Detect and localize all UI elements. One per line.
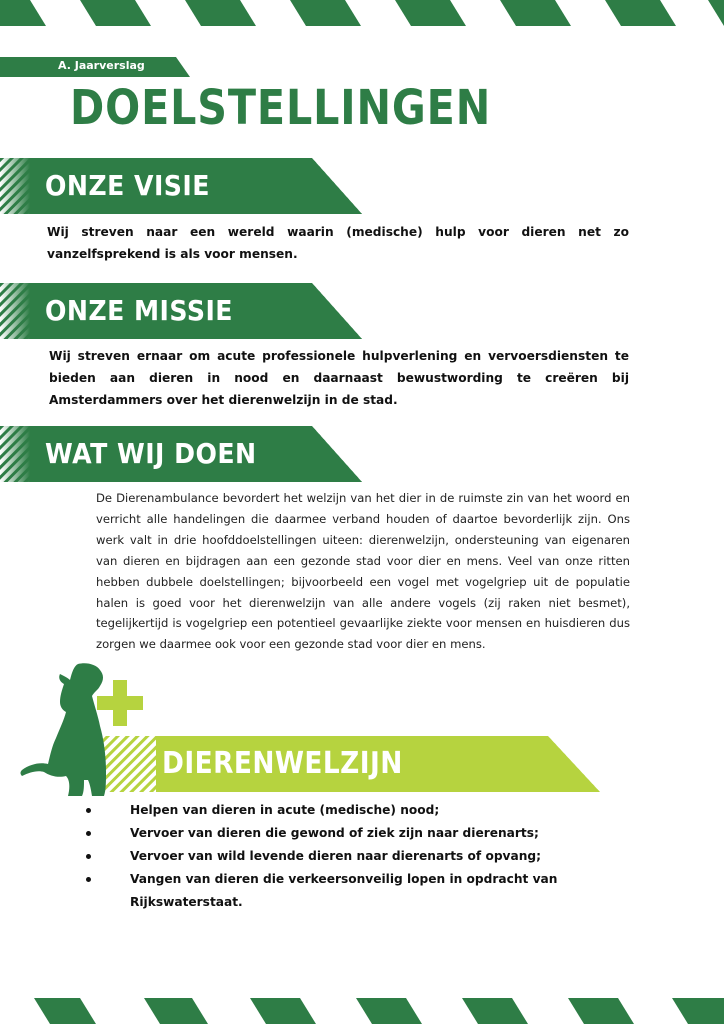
bullet-icon [86,854,91,859]
visie-text: Wij streven naar een wereld waarin (medische) hulp voor dieren net zo vanzelfsprekend is als voor mensen. [47,225,629,261]
page-title: DOELSTELLINGEN [70,80,492,136]
list-item: Vervoer van dieren die gewond of ziek zijn naar dierenarts; [86,822,646,845]
wat-wij-doen-text: De Dierenambulance bevordert het welzijn van het dier in de ruimste zin van het woord en verricht alle handelingen die daarmee verband houden of daartoe bevorderlijk zijn. Ons werk valt in drie hoofddoelstellingen uiteen: dierenwelzijn, ondersteuning van eigenaren van dieren en bijdragen aan een gezonde stad voor dier en mens. Veel van onze ritten hebben dubbele doelstellingen; bijvoorbeeld een vogel met vogelgriep uit de populatie halen is goed voor het dierenwelzijn van alle andere vogels (zij raken niet besmet), tegelijkertijd is vogelgriep een potentieel gevaarlijke ziekte voor mensen en huisdieren dus zorgen we daarmee ook voor een gezonde stad voor dier en mens. [96,491,630,652]
dierenwelzijn-banner [96,736,600,792]
list-item: Helpen van dieren in acute (medische) nood; [86,799,646,822]
wat-wij-doen-heading: WAT WIJ DOEN [45,437,257,470]
list-item: Vervoer van wild levende dieren naar dierenarts of opvang; [86,845,646,868]
missie-heading: ONZE MISSIE [45,294,233,327]
visie-banner [0,158,362,214]
wat-wij-doen-banner [0,426,362,482]
plus-icon [97,680,143,726]
missie-text: Wij streven ernaar om acute professionele hulpverlening en vervoersdiensten te bieden aan dieren in nood en daarnaast bewustwording te creëren bij Amsterdammers over het dierenwelzijn in de stad. [49,349,629,407]
dog-silhouette-icon [14,660,154,800]
bullet-icon [86,831,91,836]
top-stripe-border [0,0,724,26]
dierenwelzijn-heading: DIERENWELZIJN [162,746,403,781]
bullet-icon [86,808,91,813]
stripe-pattern-bottom [0,998,724,1024]
stripe-pattern-top [0,0,724,26]
missie-banner [0,283,362,339]
visie-heading: ONZE VISIE [45,169,210,202]
bullet-icon [86,877,91,882]
section-tag [0,57,190,77]
section-tag-label: A. Jaarverslag [58,59,145,72]
bottom-stripe-border [0,998,724,1024]
list-item: Vangen van dieren die verkeersonveilig lopen in opdracht van Rijkswaterstaat. [86,868,646,914]
dierenwelzijn-list [86,799,646,914]
